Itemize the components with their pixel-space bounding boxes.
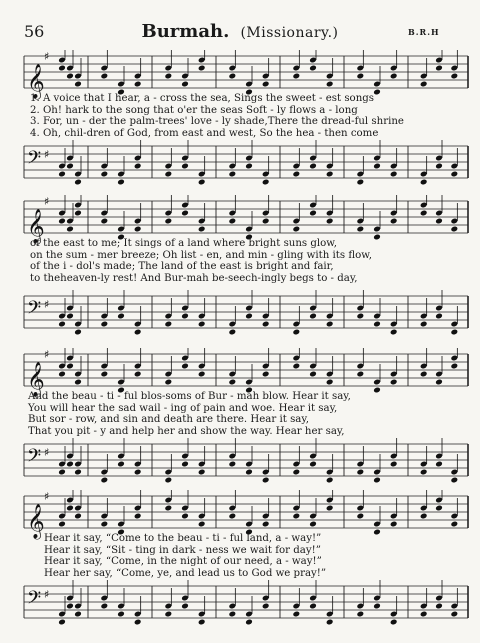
notehead [420,513,428,520]
notehead [58,218,66,225]
notehead [309,603,317,610]
notehead [390,171,398,178]
treble-clef-icon: 𝄞 [27,64,45,99]
notehead [390,619,398,626]
lyrics-block [44,533,480,579]
staff-lines [24,444,468,476]
notehead [66,313,74,320]
notehead [326,505,334,512]
notehead [357,226,365,233]
staff-lines [24,496,468,528]
notehead [101,603,109,610]
notehead [58,171,66,178]
composer-initials: B.R.H [408,27,440,37]
notehead [390,521,398,528]
notehead [165,379,173,386]
lyric-verse-1: 1. A voice that I hear, a - cross the sea, Sings the sweet - est songs [30,93,375,104]
notehead [262,218,270,225]
notehead [451,171,459,178]
lyric-verse-2: on the sum - mer breeze; Oh list - en, and min - gling with its flow, [30,249,373,261]
notehead [293,469,301,476]
lyric-verse-3: 3. For, un - der the palm-trees' love - ly shade,There the dread-ful shrine [30,116,404,127]
notehead [326,218,334,225]
notehead [293,73,301,80]
lyric-verse-1: And the beau - ti - ful blos-soms of Bur - mah blow. Hear it say, [28,391,351,402]
notehead [451,477,459,484]
bass-clef-icon: 𝄢 [27,298,42,323]
staff-lines [24,586,468,618]
notehead [357,73,365,80]
notehead [262,179,270,186]
notehead [66,363,74,370]
notehead [229,329,237,336]
notehead [373,163,381,170]
bass-clef-icon: 𝄢 [27,588,42,613]
notehead [373,321,381,328]
lyric-verse-1: of the east to me; It sings of a land where bright suns glow, [30,238,338,249]
notehead [451,363,459,370]
notehead [181,81,189,88]
notehead [451,611,459,618]
treble-clef-icon: 𝄞 [27,209,45,244]
notehead [326,619,334,626]
notehead [420,321,428,328]
notehead [198,226,206,233]
notehead [66,73,74,80]
notehead [390,73,398,80]
notehead [181,163,189,170]
notehead [117,461,125,468]
notehead [58,371,66,378]
notehead [66,163,74,170]
notehead [58,521,66,528]
notehead [435,163,443,170]
notehead [134,371,142,378]
bass-clef-icon: 𝄢 [27,446,42,471]
notehead [134,513,142,520]
notehead [326,81,334,88]
lyric-verse-4: to theheaven-ly rest! And Bur-mah be-seech-ingly begs to - day, [30,272,358,284]
notehead [101,371,109,378]
lyric-verse-2: 2. Oh! hark to the song that o'er the seas Soft - ly flows a - long [30,104,358,116]
notehead [293,171,301,178]
lyric-verse-3: Hear it say, “Come, in the night of our need, a - way!” [44,556,322,567]
lyric-verse-1: Hear it say, “Come to the beau - ti - ful land, a - way!” [44,533,322,544]
staff-lines [24,56,468,88]
lyric-verse-3: of the i - dol's made; The land of the east is bright and fair, [30,261,334,272]
notehead [309,313,317,320]
notehead [229,218,237,225]
sharp-icon: ♯ [44,490,50,503]
lyrics-block [28,391,468,437]
notehead [165,73,173,80]
notehead [181,210,189,217]
lyric-verse-2: Hear it say, “Sit - ting in dark - ness we wait for day!” [44,544,321,556]
notehead [373,477,381,484]
notehead [181,313,189,320]
notehead [101,321,109,328]
notehead [390,218,398,225]
notehead [357,611,365,618]
hymn-title: Burmah. [141,21,230,42]
notehead [293,611,301,618]
sharp-icon: ♯ [44,50,50,63]
notehead [357,313,365,320]
notehead [66,505,74,512]
sharp-icon: ♯ [44,446,50,459]
sharp-icon: ♯ [44,148,50,161]
notehead [357,469,365,476]
lyric-verse-2: You will hear the sad wail - ing of pain and woe. Hear it say, [28,402,338,414]
sharp-icon: ♯ [44,298,50,311]
staff-lines [24,146,468,178]
notehead [309,163,317,170]
notehead [134,619,142,626]
notehead [326,171,334,178]
notehead [451,73,459,80]
notehead [262,603,270,610]
notehead [198,469,206,476]
notehead [451,226,459,233]
notehead [245,469,253,476]
hymn-subtitle: (Missionary.) [240,25,339,41]
notehead [262,81,270,88]
notehead [293,363,301,370]
notehead [74,513,82,520]
notehead [451,329,459,336]
lyric-verse-4: Hear her say, “Come, ye, and lead us to God we pray!” [44,567,327,579]
notehead [198,179,206,186]
notehead [309,521,317,528]
notehead [134,226,142,233]
notehead [117,179,125,186]
notehead [309,371,317,378]
notehead [420,210,428,217]
notehead [293,329,301,336]
lyric-verse-4: 4. Oh, chil-dren of God, from east and west, So the hea - then come [30,127,379,139]
notehead [198,521,206,528]
treble-clef-icon: 𝄞 [27,504,45,539]
notehead [262,321,270,328]
notehead [134,163,142,170]
notehead [74,81,82,88]
notehead [435,65,443,72]
notehead [74,379,82,386]
notehead [117,611,125,618]
notehead [373,603,381,610]
lyric-verse-3: But sor - row, and sin and death are there. Hear it say, [28,414,310,425]
notehead [165,171,173,178]
notehead [117,313,125,320]
notehead [165,321,173,328]
bass-staff [0,438,480,490]
notehead [134,81,142,88]
notehead [357,513,365,520]
notehead [134,469,142,476]
notehead [420,371,428,378]
notehead [326,477,334,484]
notehead [293,513,301,520]
notehead [66,603,74,610]
notehead [74,329,82,336]
notehead [262,521,270,528]
notehead [181,363,189,370]
notehead [74,469,82,476]
bass-staff [0,580,480,632]
notehead [165,505,173,512]
notehead [58,65,66,72]
notehead [326,379,334,386]
notehead [66,461,74,468]
notehead [309,210,317,217]
notehead [74,210,82,217]
notehead [435,313,443,320]
notehead [74,611,82,618]
notehead [101,218,109,225]
notehead [451,521,459,528]
notehead [420,611,428,618]
notehead [293,226,301,233]
page-number: 56 [24,22,45,41]
notehead [198,619,206,626]
staff-lines [24,354,468,386]
notehead [390,461,398,468]
notehead [198,321,206,328]
notehead [357,371,365,378]
notehead [229,379,237,386]
notehead [134,329,142,336]
notehead [181,461,189,468]
bass-staff [0,290,480,342]
notehead [58,619,66,626]
notehead [165,611,173,618]
notehead [262,477,270,484]
notehead [326,321,334,328]
notehead [101,521,109,528]
notehead [229,73,237,80]
bass-staff [0,140,480,192]
notehead [74,179,82,186]
sharp-icon: ♯ [44,588,50,601]
treble-clef-icon: 𝄞 [27,362,45,397]
notehead [309,461,317,468]
notehead [420,469,428,476]
sharp-icon: ♯ [44,348,50,361]
notehead [420,179,428,186]
notehead [245,163,253,170]
notehead [390,329,398,336]
page-header [0,22,480,42]
notehead [262,371,270,378]
notehead [229,171,237,178]
notehead [181,603,189,610]
notehead [229,611,237,618]
notehead [245,619,253,626]
notehead [165,218,173,225]
notehead [245,313,253,320]
notehead [101,477,109,484]
staff-lines [24,201,468,233]
notehead [165,477,173,484]
lyrics-block [30,93,470,139]
notehead [357,179,365,186]
notehead [435,218,443,225]
sharp-icon: ♯ [44,195,50,208]
staff-lines [24,296,468,328]
lyric-verse-4: That you pit - y and help her and show the way. Hear her say, [28,425,345,437]
bass-clef-icon: 𝄢 [27,148,42,173]
notehead [198,371,206,378]
notehead [66,226,74,233]
notehead [58,321,66,328]
notehead [181,513,189,520]
notehead [435,379,443,386]
lyrics-block [30,238,470,284]
notehead [420,81,428,88]
notehead [198,65,206,72]
notehead [101,73,109,80]
notehead [390,379,398,386]
notehead [229,461,237,468]
notehead [435,461,443,468]
notehead [309,65,317,72]
notehead [101,171,109,178]
notehead [58,469,66,476]
notehead [435,505,443,512]
notehead [229,513,237,520]
notehead [435,603,443,610]
